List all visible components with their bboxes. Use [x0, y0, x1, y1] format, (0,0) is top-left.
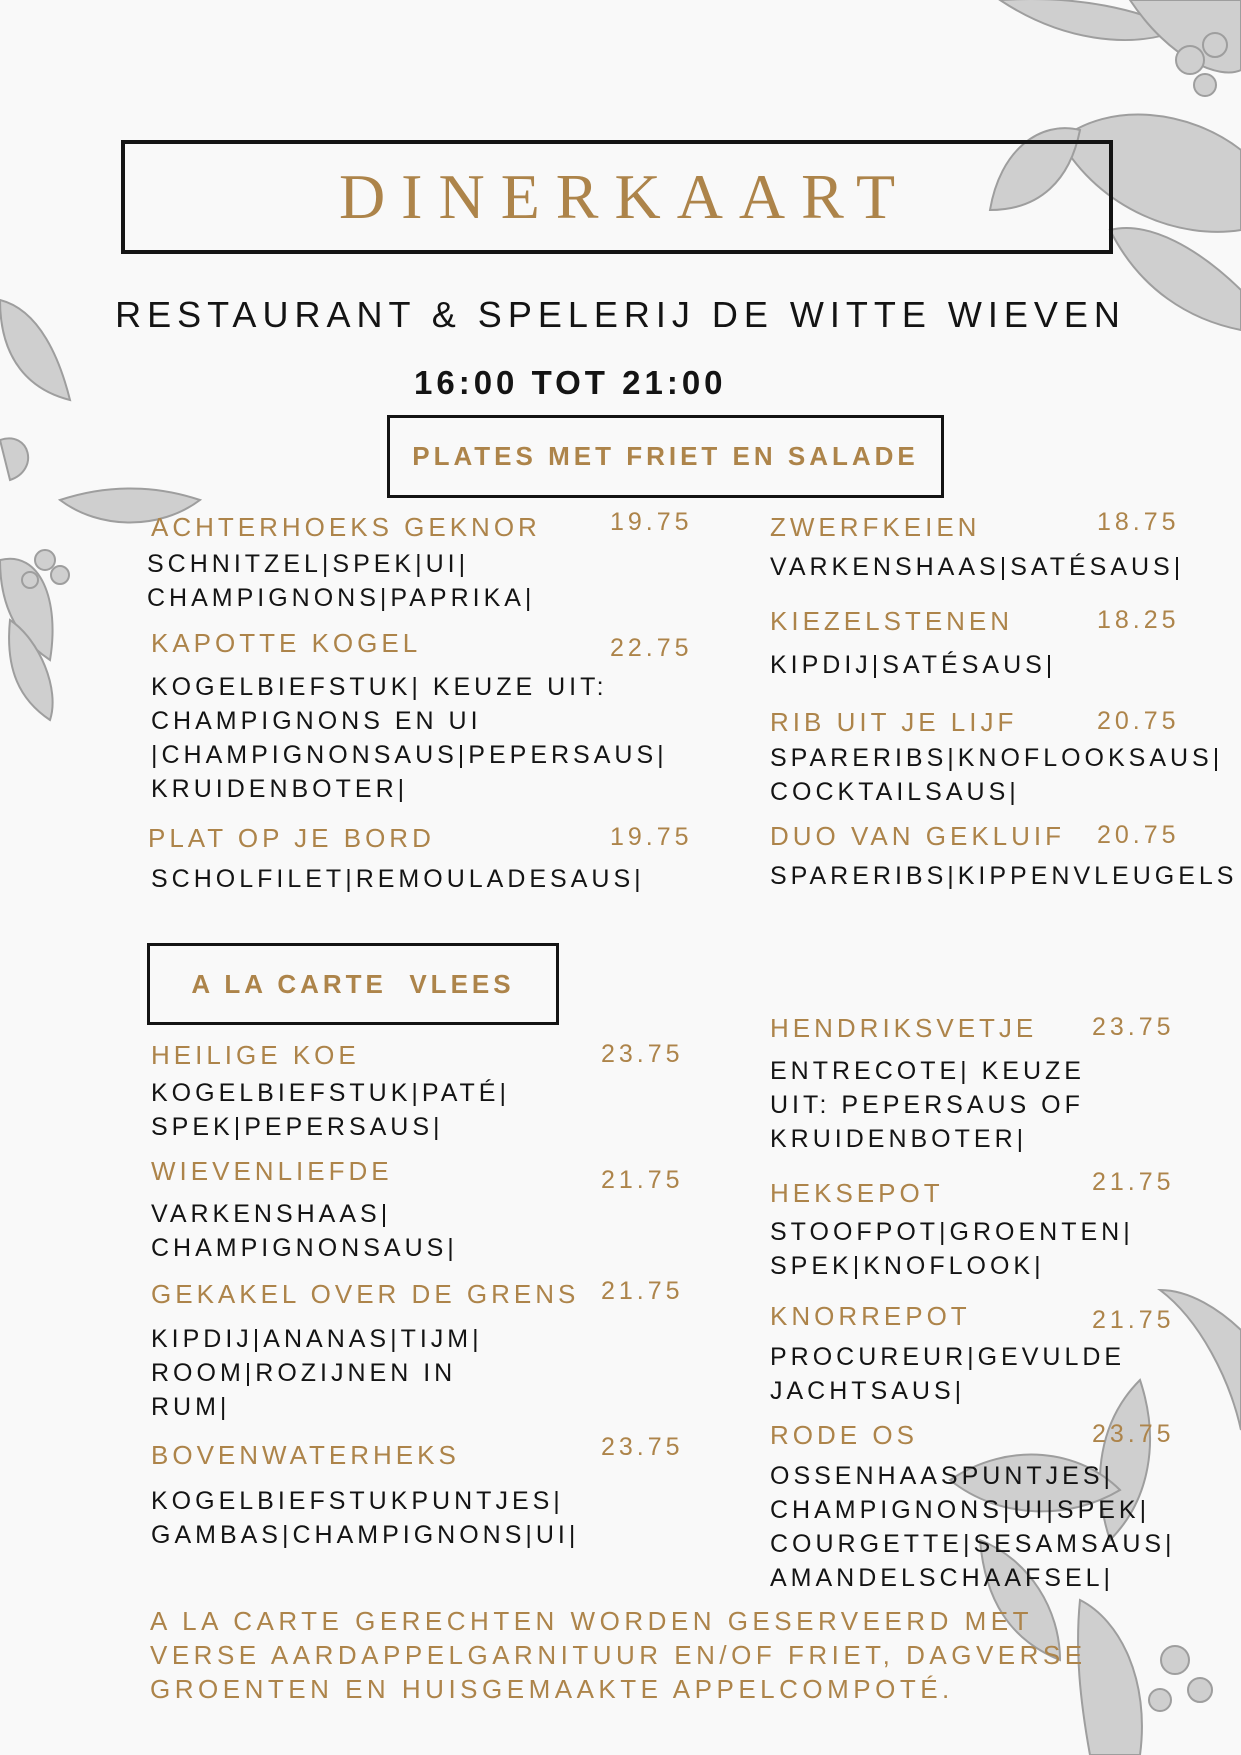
dish-name: HEKSEPOT: [770, 1178, 944, 1208]
dish-price: 19.75: [610, 823, 693, 851]
dish-price: 22.75: [610, 634, 693, 662]
dish-price: 21.75: [1092, 1306, 1175, 1334]
section-label: A LA CARTE VLEES: [191, 968, 515, 999]
section-header-plates: [387, 415, 944, 498]
dish-price: 20.75: [1097, 707, 1180, 735]
dish-price: 20.75: [1097, 821, 1180, 849]
dish-price: 23.75: [601, 1433, 684, 1461]
title-frame: [121, 140, 1113, 254]
dish-description: KIPDIJ|SATÉSAUS|: [770, 651, 1057, 679]
dish-name: KAPOTTE KOGEL: [151, 628, 422, 658]
dish-name: RODE OS: [770, 1420, 918, 1450]
dish-description: STOOFPOT|GROENTEN| SPEK|KNOFLOOK|: [770, 1218, 1134, 1280]
dish-price: 23.75: [1092, 1013, 1175, 1041]
dish-description: KOGELBIEFSTUK|PATÉ| SPEK|PEPERSAUS|: [151, 1079, 510, 1141]
dish-price: 21.75: [601, 1166, 684, 1194]
section-header-alacarte: [147, 943, 559, 1025]
dish-description: KIPDIJ|ANANAS|TIJM| ROOM|ROZIJNEN IN RUM|: [151, 1325, 483, 1421]
dish-name: PLAT OP JE BORD: [148, 823, 435, 853]
dish-description: VARKENSHAAS| CHAMPIGNONSAUS|: [151, 1200, 458, 1262]
dish-name: GEKAKEL OVER DE GRENS: [151, 1279, 580, 1309]
dish-price: 21.75: [601, 1277, 684, 1305]
dish-description: VARKENSHAAS|SATÉSAUS|: [770, 553, 1185, 581]
dish-name: KIEZELSTENEN: [770, 606, 1014, 636]
dish-price: 18.25: [1097, 606, 1180, 634]
dish-description: SPARERIBS|KNOFLOOKSAUS| COCKTAILSAUS|: [770, 744, 1224, 806]
dish-name: HENDRIKSVETJE: [770, 1013, 1038, 1043]
dish-name: KNORREPOT: [770, 1301, 971, 1331]
dish-price: 23.75: [1092, 1420, 1175, 1448]
dish-price: 19.75: [610, 508, 693, 536]
dish-name: HEILIGE KOE: [151, 1040, 360, 1070]
dish-price: 18.75: [1097, 508, 1180, 536]
dish-name: WIEVENLIEFDE: [151, 1156, 393, 1186]
dish-description: SCHNITZEL|SPEK|UI| CHAMPIGNONS|PAPRIKA|: [147, 550, 536, 612]
dish-description: SCHOLFILET|REMOULADESAUS|: [151, 865, 645, 893]
opening-hours: 16:00 TOT 21:00: [414, 364, 727, 401]
dish-description: KOGELBIEFSTUK| KEUZE UIT: CHAMPIGNONS EN UI |CHAMPIGNONSAUS|PEPERSAUS| KRUIDENBOTER|: [151, 673, 668, 803]
dish-description: ENTRECOTE| KEUZE UIT: PEPERSAUS OF KRUIDENBOTER|: [770, 1057, 1085, 1153]
dish-price: 23.75: [601, 1040, 684, 1068]
dish-price: 21.75: [1092, 1168, 1175, 1196]
dish-description: PROCUREUR|GEVULDE JACHTSAUS|: [770, 1343, 1126, 1405]
dish-name: RIB UIT JE LIJF: [770, 707, 1018, 737]
dish-description: KOGELBIEFSTUKPUNTJES| GAMBAS|CHAMPIGNONS|UI|: [151, 1487, 580, 1549]
dish-name: ACHTERHOEKS GEKNOR: [151, 512, 541, 542]
dish-description: OSSENHAASPUNTJES| CHAMPIGNONS|UI|SPEK| COURGETTE|SESAMSAUS| AMANDELSCHAAFSEL|: [770, 1462, 1176, 1592]
dish-name: ZWERFKEIEN: [770, 512, 981, 542]
restaurant-name: RESTAURANT & SPELERIJ DE WITTE WIEVEN: [115, 294, 1126, 335]
section-label: PLATES MET FRIET EN SALADE: [412, 441, 919, 471]
page-title: DINERKAART: [338, 161, 912, 232]
dish-description: SPARERIBS|KIPPENVLEUGELS: [770, 862, 1238, 890]
footer-note: A LA CARTE GERECHTEN WORDEN GESERVEERD MET VERSE AARDAPPELGARNITUUR EN/OF FRIET, DAGVERSE GROENTEN EN HUISGEMAAKTE APPELCOMPOTÉ.: [150, 1606, 1087, 1704]
dish-name: BOVENWATERHEKS: [151, 1440, 460, 1470]
dish-name: DUO VAN GEKLUIF: [770, 821, 1066, 851]
